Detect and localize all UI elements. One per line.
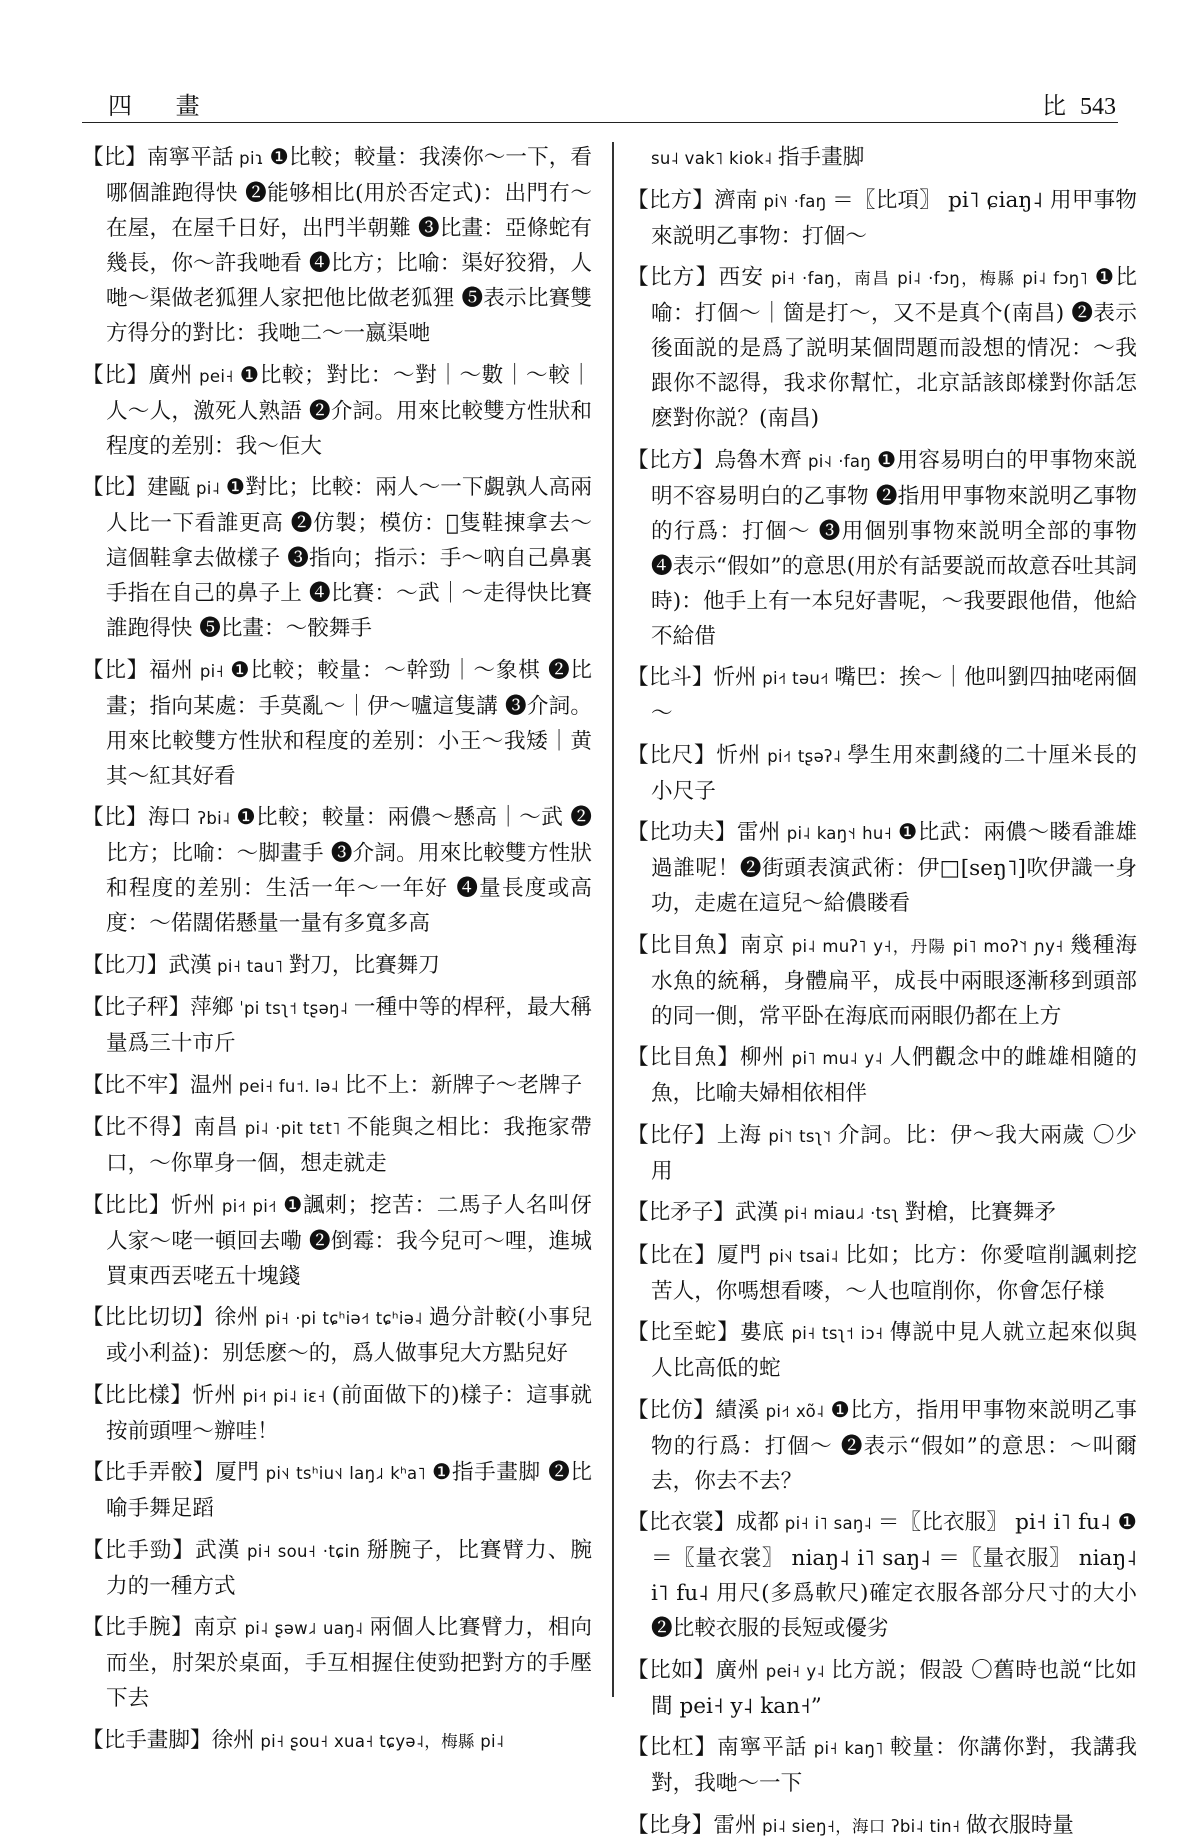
entry-pronunciation: pei˧ y˨ (759, 1661, 831, 1681)
entry-place: 南寧平話 (717, 1735, 808, 1760)
entry-pronunciation: pei˧ (192, 366, 240, 386)
dictionary-entry (627, 1315, 1137, 1386)
entry-place: 成都 (735, 1510, 780, 1535)
entry-definition: 對刀，比賽舞刀 (288, 952, 440, 978)
entry-headword: 【比手勁】 (82, 1537, 196, 1563)
dictionary-entry (627, 1118, 1137, 1189)
entry-headword: 【比功夫】 (627, 820, 737, 845)
entry-definition: 兩個人比賽臂力，相向而坐，肘架於桌面，手互相握住使勁把對方的手壓下去 (106, 1615, 592, 1711)
entry-place: 績溪 (715, 1397, 760, 1423)
entry-headword: 【比方】 (627, 447, 715, 473)
dictionary-entry (627, 1505, 1137, 1646)
entry-pronunciation: pi˧˦ tʂəʔ˨ (760, 746, 848, 766)
entry-definition: ❶比較；對比：～對｜～數｜～較｜人～人，激死人熟語 ❷介詞。用來比較雙方性狀和程度的差别：我～佢大 (106, 362, 592, 459)
entry-pronunciation: pi˧ miau˩˨ ·tsʅ (778, 1204, 905, 1223)
dictionary-entry (627, 1040, 1137, 1111)
entry-headword: 【比衣裳】 (627, 1510, 736, 1535)
entry-pronunciation: pi˧ tsʅ˦ iɔ˧ (784, 1324, 890, 1343)
entry-definition: ❶比較；較量：我湊你～一下，看哪個誰跑得快 ❷能够相比(用於否定式)：出門冇～在屋，在屋千日好，出門半朝難 ❸比畫：亞條蛇有幾長，你～許我哋看 ❹比方；比喻：渠好狡猾，人哋～渠做老狐狸人家把他比做老狐狸 ❺表示比賽雙方得分的對比：我哋二～一嬴渠哋 (106, 145, 592, 346)
entry-place: 西安 (718, 265, 765, 290)
entry-place: 廣州 (715, 1657, 760, 1683)
entry-headword: 【比目魚】 (627, 932, 741, 958)
entry-pronunciation: pi˦˨ tsai˨ (762, 1246, 846, 1266)
entry-headword: 【比比樣】 (82, 1382, 193, 1408)
entry-pronunciation: pi˧˦ təu˧˦ (756, 669, 835, 688)
entry-definition: ❶比較；較量：兩儂～懸高｜～武 ❷比方；比喻：～脚畫手 ❸介詞。用來比較雙方性狀和程度的差别：生活一年～一年好 ❹量長度或高度：～偌闊偌懸量一量有多寬多高 (106, 805, 592, 936)
entry-pronunciation: pi˨ kaŋ˦˧ hu˧ (780, 824, 898, 843)
entry-headword: 【比方】 (627, 187, 715, 213)
entry-definition: 做衣服時量 (965, 1812, 1074, 1838)
entry-pronunciation: pi˧˨ ·faŋ (802, 451, 877, 471)
dictionary-entry (627, 443, 1137, 654)
entry-headword: 【比子秤】 (82, 995, 191, 1020)
entry-definition: 比如；比方：你愛喧削諷刺挖苦人，你嗎想看嘜，～人也喧削你，你會怎仔様 (651, 1242, 1137, 1304)
entry-pronunciation: pi˨ ·pit tɛt˥ (238, 1119, 347, 1138)
page-header (82, 78, 1118, 123)
entry-pronunciation: pi˧ (193, 661, 231, 681)
entry-definition: 較量：你講你對，我講我對，我哋～一下 (651, 1735, 1137, 1796)
dictionary-entry (82, 1068, 592, 1104)
entry-headword: 【比】 (82, 145, 147, 170)
entry-headword: 【比比】 (82, 1192, 172, 1218)
entry-definition: ❶比武：兩儂～䁖看誰雄過誰呢！❷街頭表演武術：伊□[seŋ˥]吹伊識一身功，走處在這兒～給儂䁖看 (651, 820, 1137, 916)
entry-pronunciation: pi˨ ʂəw˩˨ uaŋ˨ (238, 1619, 370, 1638)
right-column (627, 140, 1137, 1838)
dictionary-entry (82, 1610, 592, 1716)
entry-place: 忻州 (716, 742, 761, 768)
dictionary-entry (82, 1188, 592, 1294)
entry-place: 萍鄉 (190, 995, 234, 1020)
entry-place: 徐州 (211, 1727, 255, 1753)
dictionary-entry (82, 1300, 592, 1371)
entry-headword: 【比】 (82, 475, 148, 500)
entry-place: 濟南 (714, 187, 758, 213)
entry-place: 雷州 (713, 1812, 757, 1838)
entry-pronunciation: pi˧˦ pi˨ iɛ˧ (236, 1386, 332, 1406)
entry-definition: 指手畫脚 (777, 145, 865, 170)
entry-definition: ❶比喻：打個～｜箇是打～，又不是真个(南昌) ❷表示後面説的是爲了説明某個問題而設想的情况：～我跟你不認得，我求你幫忙，北京話該郎樣對你話怎麽對你説？(南昌) (651, 265, 1137, 431)
entry-pronunciation: pi˧ ·pi tɕʰiə˧˦ tɕʰiə˨ (258, 1309, 429, 1328)
entry-definition: 嘴巴：挨～｜他叫劉四抽咾兩個～ (651, 665, 1137, 726)
entry-headword: 【比在】 (627, 1242, 718, 1268)
dictionary-entry (627, 183, 1137, 254)
running-head (1042, 86, 1116, 121)
dictionary-entry (82, 470, 592, 646)
dictionary-entry (627, 815, 1137, 921)
dictionary-entry (82, 990, 592, 1061)
entry-headword: 【比仔】 (627, 1122, 717, 1148)
entry-place: 忻州 (171, 1192, 216, 1218)
dictionary-entry (627, 1393, 1137, 1499)
entry-headword: 【比不得】 (82, 1115, 194, 1140)
entry-pronunciation: pi˨ sieŋ˧，海口 ʔbi˨ tin˧ (756, 1816, 966, 1836)
page-number: 543 (1080, 94, 1116, 120)
entry-headword: 【比如】 (627, 1657, 716, 1683)
entry-headword: 【比比切切】 (82, 1305, 215, 1330)
entry-pronunciation: pei˧ fu˦. lə˨ (233, 1076, 345, 1096)
entry-headword: 【比刀】 (82, 952, 169, 978)
entry-place: 武漢 (168, 952, 212, 978)
entry-definition: 過分計較(小事兒或小利益)：别恁麽～的，爲人做事兒大方點兒好 (106, 1305, 592, 1366)
dictionary-entry (82, 948, 592, 984)
entry-pronunciation: pi˥˨ ·faŋ (757, 191, 833, 211)
dictionary-entry (82, 1455, 592, 1526)
entry-headword: 【比至蛇】 (627, 1320, 740, 1345)
entry-headword: 【比方】 (627, 265, 719, 290)
entry-pronunciation: pi˧ tau˥ (211, 956, 289, 976)
entry-headword: 【比矛子】 (627, 1200, 735, 1225)
dictionary-entry (82, 653, 592, 794)
dictionary-entry (627, 660, 1137, 731)
entry-headword: 【比不牢】 (82, 1072, 190, 1098)
entry-definition: ＝〖比衣服〗 pi˧ i˥ fu˨ ❶＝〖量衣裳〗 niaŋ˨ i˥ saŋ˨ ＝〖量衣服〗 niaŋ˨ i˥ fu˨ 用尺(多爲軟尺)確定衣服各部分尺寸的大小 ❷比較衣服的長短或優劣 (651, 1510, 1137, 1641)
running-head-char: 比 (1042, 92, 1066, 120)
entry-place: 福州 (148, 657, 194, 683)
entry-place: 海口 (147, 805, 192, 830)
dictionary-entry (627, 1730, 1137, 1801)
entry-headword: 【比尺】 (627, 742, 717, 768)
dictionary-entry (82, 358, 592, 464)
dictionary-entry (627, 1195, 1137, 1231)
left-column (82, 140, 592, 1753)
dictionary-entry (627, 738, 1137, 809)
dictionary-entry (82, 140, 592, 351)
section-title: 四 畫 (108, 92, 218, 120)
entry-definition: 對槍，比賽舞矛 (904, 1200, 1056, 1225)
entry-headword: 【比手弄骹】 (82, 1460, 216, 1485)
entry-pronunciation: pi˧ sou˧ ·tɕin (240, 1541, 367, 1561)
entry-headword: 【比】 (82, 362, 149, 388)
entry-headword: 【比】 (82, 657, 149, 683)
entry-definition: 人們觀念中的雌雄相隨的魚，比喻夫婦相依相伴 (651, 1045, 1137, 1106)
entry-pronunciation: ʔbi˨ (191, 809, 237, 828)
entry-place: 武漢 (734, 1200, 779, 1225)
dictionary-entry (627, 928, 1137, 1034)
entry-place: 烏魯木齊 (714, 447, 803, 473)
entry-definition: 不能與之相比：我拖家帶口，～你單身一個，想走就走 (106, 1115, 592, 1176)
entry-place: 南京 (740, 932, 786, 958)
entry-headword: 【比目魚】 (627, 1045, 740, 1070)
entry-pronunciation: pi˥ mu˨ y˨ (785, 1049, 890, 1068)
entry-headword: 【比仿】 (627, 1397, 716, 1423)
entry-pronunciation: piɿ (233, 149, 270, 168)
entry-pronunciation: pi˧˦ pi˧˦ (215, 1196, 284, 1216)
entry-headword: 【比身】 (627, 1812, 714, 1838)
entry-pronunciation: pi˥˦ tsʅ˥˦ (761, 1126, 838, 1146)
dictionary-entry (82, 1378, 592, 1449)
entry-definition: ❶指手畫脚 ❷比喻手舞足蹈 (106, 1460, 592, 1521)
entry-place: 建甌 (147, 475, 191, 500)
dictionary-entry (82, 1533, 592, 1604)
entry-headword: 【比斗】 (627, 665, 714, 690)
entry-definition: 幾種海水魚的統稱，身體扁平，成長中兩眼逐漸移到頭部的同一側，常平卧在海底而兩眼仍都在上方 (651, 932, 1137, 1029)
entry-definition: ❶比較；較量：～幹勁｜～象棋 ❷比畫；指向某處：手莫亂～｜伊～嚧這隻講 ❸介詞。用來比較雙方性狀和程度的差别：小王～我矮｜黄其～紅其好看 (106, 657, 592, 789)
entry-place: 廣州 (148, 362, 193, 388)
entry-place: 南京 (193, 1615, 239, 1640)
dictionary-entry (627, 260, 1137, 436)
entry-pronunciation: su˨ vak˥ kiok˨ (651, 149, 778, 168)
entry-place: 雷州 (736, 820, 781, 845)
entry-place: 南寧平話 (146, 145, 234, 170)
entry-definition: ❶比方，指用甲事物來説明乙事物的行爲：打個～ ❷表示“假如”的意思：～叫爾去，你去不去？ (651, 1397, 1137, 1494)
entry-definition: 比方説；假設 〇舊時也説“比如間 pei˧ y˨ kan˧” (651, 1657, 1137, 1719)
entry-pronunciation: pi˧ i˥ saŋ˨ (779, 1514, 878, 1533)
entry-definition: ❶對比；比較：兩人～一下覷孰人高兩人比一下看誰更高 ❷仿製；模仿：𠲥隻鞋㨂拿去～這個鞋拿去做樣子 ❸指向；指示：手～吶自己鼻裏手指在自己的鼻子上 ❹比賽：～武｜～走得快比賽誰跑得快 ❺比畫：～骹舞手 (106, 475, 592, 641)
entry-definition: ❶諷刺；挖苦：二馬子人名叫伢人家～咾一頓回去嘞 ❷倒霉：我今兒可～哩，進城買東西丟咾五十塊錢 (106, 1192, 592, 1289)
entry-headword: 【比手腕】 (82, 1615, 194, 1640)
entry-definition: 介詞。比：伊～我大兩歲 〇少用 (651, 1122, 1137, 1184)
entry-definition: 掰腕子，比賽臂力、腕力的一種方式 (106, 1537, 592, 1599)
entry-definition: ＝〖比項〗 pi˥ ɕiaŋ˨ 用甲事物來説明乙事物：打個～ (651, 187, 1137, 249)
entry-definition: (前面做下的)樣子：這事就按前頭哩～辦哇！ (106, 1382, 592, 1444)
entry-place: 婁底 (739, 1320, 785, 1345)
entry-definition: 傳説中見人就立起來似與人比高低的蛇 (651, 1320, 1137, 1381)
entry-place: 温州 (189, 1072, 234, 1098)
entry-place: 忻州 (192, 1382, 237, 1408)
dictionary-entry (627, 1238, 1137, 1309)
dictionary-entry (82, 800, 592, 941)
entry-pronunciation: pi˨ muʔ˥ y˧，丹陽 pi˥ moʔ˥˦ ɲy˧ (785, 936, 1071, 956)
entry-pronunciation: ˈpi tsʅ˦ tʂəŋ˨ (233, 999, 354, 1018)
dictionary-entry (627, 1653, 1137, 1724)
entry-place: 上海 (716, 1122, 762, 1148)
entry-place: 厦門 (215, 1460, 260, 1485)
entry-place: 忻州 (713, 665, 757, 690)
entry-place: 武漢 (195, 1537, 241, 1563)
dictionary-entry (627, 140, 1137, 176)
entry-place: 厦門 (717, 1242, 763, 1268)
column-divider (612, 142, 614, 1697)
entry-definition: 學生用來劃綫的二十厘米長的小尺子 (651, 742, 1137, 804)
entry-pronunciation: pi˧ kaŋ˥ (807, 1739, 891, 1758)
entry-pronunciation: pi˧ ʂou˧ xua˧ tɕyə˨，梅縣 pi˨ (254, 1731, 505, 1751)
entry-headword: 【比】 (82, 805, 148, 830)
entry-definition: 一種中等的桿秤，最大稱量爲三十市斤 (106, 995, 592, 1056)
entry-pronunciation: pi˧˦ xõ˨ (759, 1401, 831, 1421)
entry-place: 徐州 (214, 1305, 259, 1330)
dictionary-entry (82, 1110, 592, 1181)
entry-headword: 【比手畫脚】 (82, 1727, 212, 1753)
entry-pronunciation: pi˧ ·faŋ，南昌 pi˨ ·fɔŋ，梅縣 pi˨ fɔŋ˥ (764, 269, 1095, 288)
entry-place: 南昌 (193, 1115, 239, 1140)
entry-headword: 【比杠】 (627, 1735, 718, 1760)
dictionary-entry (82, 1723, 592, 1759)
entry-pronunciation: pi˦˨ tsʰiu˦˨ laŋ˩˨ kʰa˥ (259, 1464, 433, 1483)
entry-place: 柳州 (739, 1045, 786, 1070)
entry-pronunciation: pi˨ (190, 479, 226, 498)
dictionary-entry (627, 1808, 1137, 1844)
entry-definition: 比不上：新牌子～老牌子 (344, 1072, 583, 1098)
entry-definition: ❶用容易明白的甲事物來説明不容易明白的乙事物 ❷指用甲事物來説明乙事物的行爲：打個～ ❸用個别事物來説明全部的事物 ❹表示“假如”的意思(用於有話要説而故意吞吐其詞時)：他手上有一本兒好書呢，～我要跟他借，他給不給借 (651, 447, 1137, 649)
